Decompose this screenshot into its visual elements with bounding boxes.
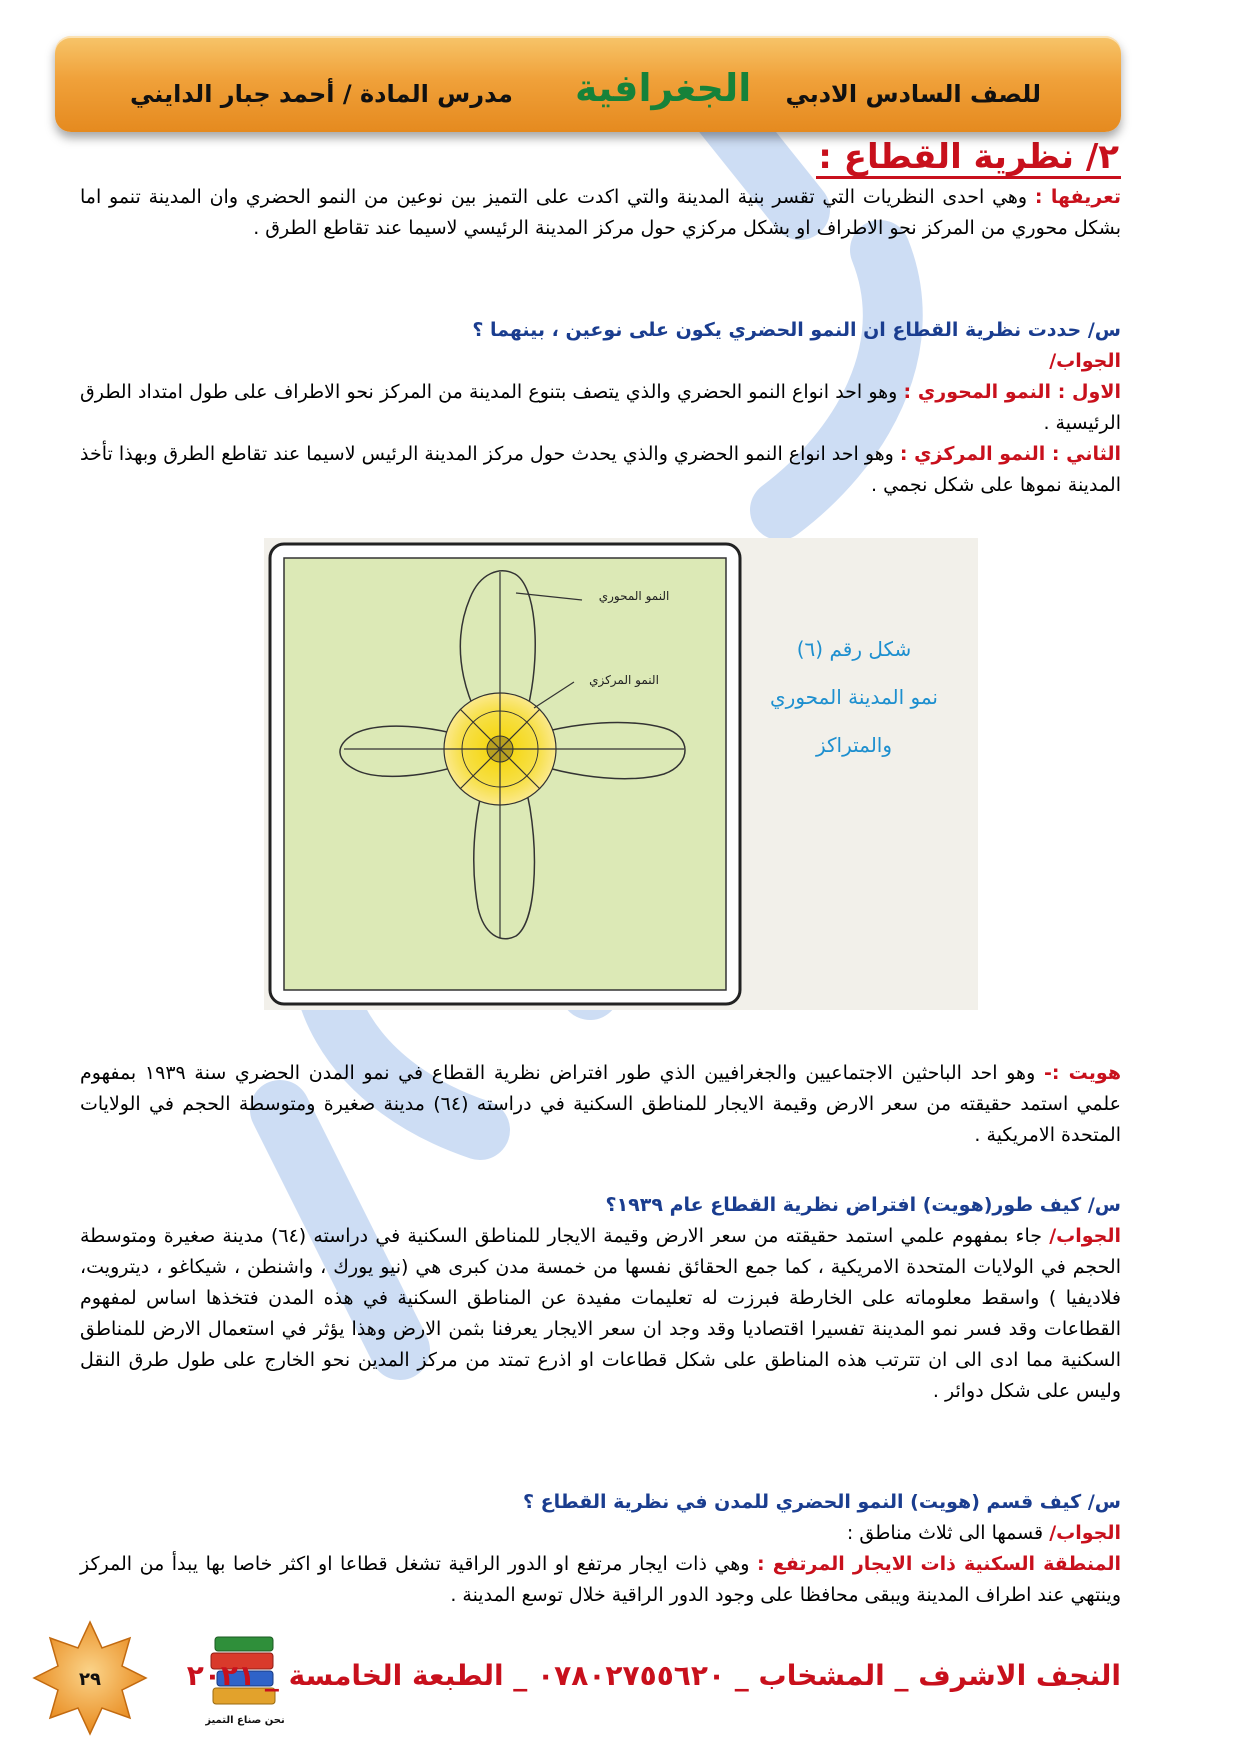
subject-title: الجغرافية <box>575 66 752 110</box>
caption-line-1: شكل رقم (٦) <box>796 637 912 661</box>
page-number: ٢٩ <box>79 1669 101 1690</box>
logo-text: نحن صناع التميز <box>205 1715 285 1726</box>
first-type-label: الاول : النمو المحوري : <box>903 381 1121 403</box>
hoyt-text: وهو احد الباحثين الاجتماعيين والجغرافيين الذي طور افتراض نظرية القطاع في نمو المدن الحضري سنة ١٩٣٩ بمفهوم علمي استمد حقيقته من سعر الارض وقيمة الايجار للمناطق السكنية في دراسته (٦٤) مدينة صغيرة ومتوسطة الحجم في الولايات المتحدة الامريكية . <box>80 1062 1121 1146</box>
q2-answer-label: الجواب/ <box>1049 1225 1121 1247</box>
second-type <box>80 439 1121 501</box>
axial-label: النمو المحوري <box>598 589 670 603</box>
teacher-name: مدرس المادة / أحمد جبار الدايني <box>130 80 513 108</box>
first-type-text: وهو احد انواع النمو الحضري والذي يتصف بتنوع المدينة من المركز نحو الاطراف على طول امتداد الطرق الرئيسية . <box>80 381 1121 434</box>
growth-diagram <box>264 538 978 1010</box>
definition-text: وهي احدى النظريات التي تقسر بنية المدينة والتي اكدت على التميز بين نوعين من النمو الحضري وان المدينة تنمو اما بشكل محوري من المركز نحو الاطراف او بشكل مركزي حول مركز المدينة الرئيسي لاسيما عند تقاطع الطرق . <box>80 186 1121 239</box>
caption-line-3: والمتراكز <box>815 733 893 757</box>
class-label: للصف السادس الادبي <box>785 80 1041 108</box>
question-1-block <box>80 315 1121 501</box>
question-1: س/ حددت نظرية القطاع ان النمو الحضري يكون على نوعين ، بينهما ؟ <box>472 319 1121 341</box>
answer-label: الجواب/ <box>1049 350 1121 372</box>
question-3-block <box>80 1487 1121 1611</box>
q3-answer-label: الجواب/ <box>1049 1522 1121 1544</box>
caption-line-2: نمو المدينة المحوري <box>770 685 938 709</box>
section-title: ٢/ نظرية القطاع : <box>818 137 1119 177</box>
page-number-star <box>30 1618 150 1738</box>
high-rent-zone-label: المنطقة السكنية ذات الايجار المرتفع : <box>757 1553 1122 1575</box>
second-type-label: الثاني : النمو المركزي : <box>899 443 1121 465</box>
question-2-block <box>80 1190 1121 1407</box>
definition-paragraph <box>80 182 1121 244</box>
question-3: س/ كيف قسم (هويت) النمو الحضري للمدن في نظرية القطاع ؟ <box>522 1491 1121 1513</box>
q2-answer-text: جاء بمفهوم علمي استمد حقيقته من سعر الارض وقيمة الايجار للمناطق السكنية في دراسته (٦٤) مدينة صغيرة ومتوسطة الحجم في الولايات المتحدة الامريكية ، كما جمع الحقائق نفسها من خمسة مدن كبرى هي (نيو يورك ، واشنطن ، شيكاغو ، ديترويت، فلاديفيا ) واسقط معلوماته على الخارطة فبرزت له تعليمات مفيدة عن المناطق السكنية في هذه المدن فتخذها اساس لمفهوم القطاعات وقد فسر نمو المدينة تفسيرا اقتصاديا وقد وجد ان سعر الايجار يعرفنا بثمن الارض وهذا يؤثر في استعمال الارض للمناطق السكنية مما ادى الى ان تترتب هذه المناطق على شكل قطاعات او اذرع تمتد من مركز المدين نحو الخارج على طول طرق النقل وليس على شكل دوائر . <box>80 1225 1121 1402</box>
definition-label: تعريفها : <box>1034 186 1121 208</box>
header-banner <box>55 36 1121 132</box>
high-rent-zone-text: وهي ذات ايجار مرتفع او الدور الراقية تشغل قطاعا او اكثر خاصا بها يبدأ من المركز وينتهي عند اطراف المدينة ويبقى محافظا على وجود الدور الراقية خلال توسع المدينة . <box>80 1553 1121 1606</box>
hoyt-paragraph <box>80 1058 1121 1151</box>
hoyt-label: هويت :- <box>1043 1062 1122 1084</box>
q3-answer-text: قسمها الى ثلاث مناطق : <box>846 1522 1044 1544</box>
second-type-text: وهو احد انواع النمو الحضري والذي يحدث حول مركز المدينة الرئيس لاسيما عند تقاطع الطرق وبهذا تأخذ المدينة نموها على شكل نجمي . <box>79 443 1121 496</box>
footer-line: النجف الاشرف _ المشخاب _ ٠٧٨٠٢٧٥٥٦٢٠ _ الطبعة الخامسة _ ٢٠٢١ <box>186 1659 1121 1692</box>
central-label: النمو المركزي <box>589 673 659 687</box>
first-type <box>80 377 1121 439</box>
question-2: س/ كيف طور(هويت) افتراض نظرية القطاع عام ١٩٣٩؟ <box>605 1194 1121 1216</box>
